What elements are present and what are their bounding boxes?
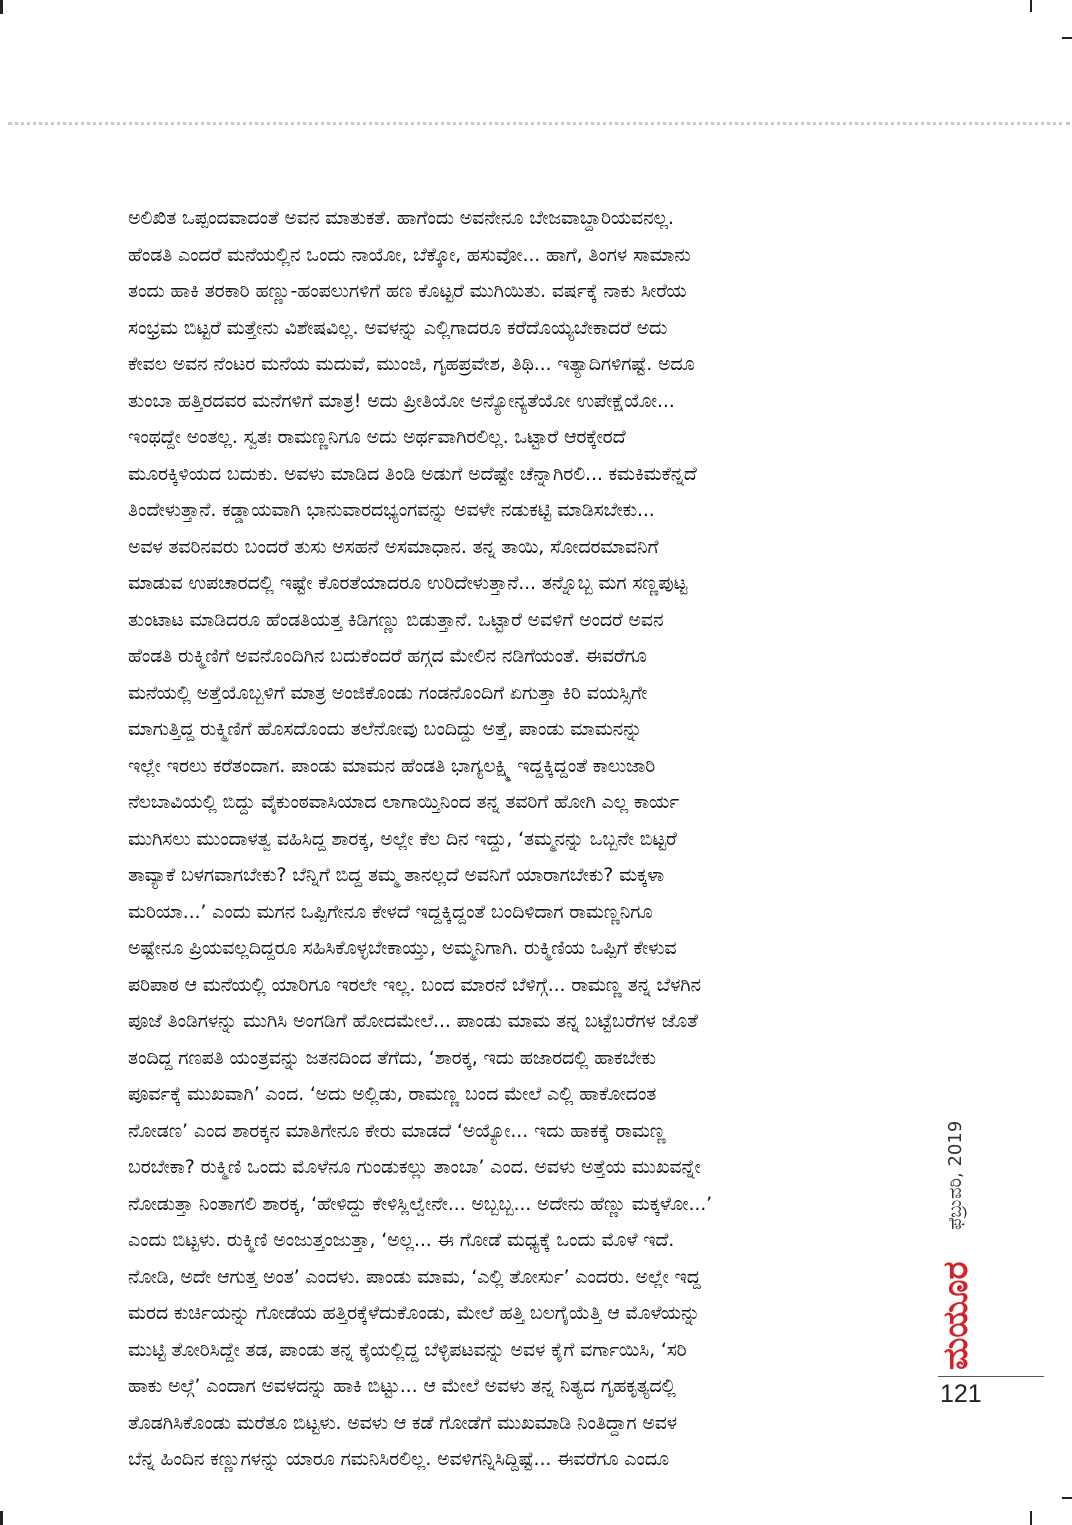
article-line: ಹೆಂಡತಿ ಎಂದರೆ ಮನೆಯಲ್ಲಿನ ಒಂದು ನಾಯೋ, ಬೆಕ್ಕೋ, ಹಸುವೋ... ಹಾಗೆ, ತಿಂಗಳ ಸಾಮಾನು	[128, 243, 691, 266]
article-line: ನೋಡಿ, ಅದೇ ಆಗುತ್ತ ಅಂತ’ ಎಂದಳು. ಪಾಂಡು ಮಾಮ, ‘ಎಲ್ಲಿ ತೋರ್ಸು’ ಎಂದರು. ಅಲ್ಲೇ ಇದ್ದ	[128, 1265, 701, 1288]
article-line: ಅಷ್ಟೇನೂ ಪ್ರಿಯವಲ್ಲದಿದ್ದರೂ ಸಹಿಸಿಕೊಳ್ಳಬೇಕಾಯ್ತು, ಅಮ್ಮನಿಗಾಗಿ. ರುಕ್ಮಿಣಿಯ ಒಪ್ಪಿಗೆ ಕೇಳುವ	[128, 937, 677, 959]
crop-mark-bottom-left	[0, 1511, 3, 1525]
header-dotted-rule	[8, 122, 1070, 125]
page-number-rule	[938, 1376, 1044, 1377]
article-line: ಎಂದು ಬಿಟ್ಟಳು. ರುಕ್ಮಿಣಿ ಅಂಜುತ್ತಂಜುತ್ತಾ, ‘ಅಲ್ಲ... ಈ ಗೋಡೆ ಮಧ್ಯಕ್ಕೆ ಒಂದು ಮೊಳೆ ಇದೆ.	[128, 1229, 675, 1251]
article-line: ಪರಿಪಾಠ ಆ ಮನೆಯಲ್ಲಿ ಯಾರಿಗೂ ಇರಲೇ ಇಲ್ಲ. ಬಂದ ಮಾರನೆ ಬೆಳಿಗ್ಗೆ... ರಾಮಣ್ಣ ತನ್ನ ಬೆಳಗಿನ	[128, 973, 701, 996]
issue-date: ಫೆಬ್ರುವರಿ, 2019	[945, 1120, 966, 1230]
article-line: ತಾವ್ಯಾಕೆ ಬಳಗವಾಗಬೇಕು? ಬೆನ್ನಿಗೆ ಬಿದ್ದ ತಮ್ಮ ತಾನಲ್ಲದೆ ಅವನಿಗೆ ಯಾರಾಗಬೇಕು? ಮಕ್ಕಳಾ	[128, 864, 665, 886]
article-line: ಹಾಕು ಅಲ್ಗೆ’ ಎಂದಾಗ ಅವಳದನ್ನು ಹಾಕಿ ಬಿಟ್ಟು... ಆ ಮೇಲೆ ಅವಳು ತನ್ನ ನಿತ್ಯದ ಗೃಹಕೃತ್ಯದಲ್ಲಿ	[128, 1375, 676, 1397]
article-line: ಮರಿಯಾ...’ ಎಂದು ಮಗನ ಒಪ್ಪಿಗೇನೂ ಕೇಳದೆ ಇದ್ದಕ್ಕಿದ್ದಂತೆ ಬಂದಿಳಿದಾಗ ರಾಮಣ್ಣನಿಗೂ	[128, 900, 653, 923]
article-line: ಕೇವಲ ಅವನ ನೆಂಟರ ಮನೆಯ ಮದುವೆ, ಮುಂಜಿ, ಗೃಹಪ್ರವೇಶ, ತಿಥಿ... ಇತ್ಯಾದಿಗಳಿಗಷ್ಟೆ. ಅದೂ	[128, 353, 695, 375]
article-line: ಮೂರಕ್ಕಿಳಿಯದ ಬದುಕು. ಅವಳು ಮಾಡಿದ ತಿಂಡಿ ಅಡುಗೆ ಅದೆಷ್ಟೇ ಚೆನ್ನಾಗಿರಲಿ... ಕಮಕಿಮಕೆನ್ನದೆ	[128, 462, 697, 485]
article-line: ಬರಬೇಕಾ? ರುಕ್ಮಿಣಿ ಒಂದು ಮೊಳೆನೂ ಗುಂಡುಕಲ್ಲು ತಾಂಬಾ’ ಎಂದ. ಅವಳು ಅತ್ತೆಯ ಮುಖವನ್ನೇ	[128, 1156, 701, 1178]
footer-side-strip	[936, 1080, 976, 1370]
article-line: ಮರದ ಕುರ್ಚಿಯನ್ನು ಗೋಡೆಯ ಹತ್ತಿರಕ್ಕೆಳೆದುಕೊಂಡು, ಮೇಲೆ ಹತ್ತಿ ಬಲಗೈಯೆತ್ತಿ ಆ ಮೊಳೆಯನ್ನು	[128, 1302, 700, 1324]
article-line: ತಂದಿದ್ದ ಗಣಪತಿ ಯಂತ್ರವನ್ನು ಜತನದಿಂದ ತೆಗೆದು, ‘ಶಾರಕ್ಕ, ಇದು ಹಜಾರದಲ್ಲಿ ಹಾಕಬೇಕು	[128, 1046, 656, 1069]
article-line: ಮಾಡುವ ಉಪಚಾರದಲ್ಲಿ ಇಷ್ಟೇ ಕೊರತೆಯಾದರೂ ಉರಿದೇಳುತ್ತಾನೆ... ತನ್ನೊಬ್ಬ ಮಗ ಸಣ್ಣಪುಟ್ಟ	[128, 572, 688, 594]
article-line: ಬೆನ್ನ ಹಿಂದಿನ ಕಣ್ಣುಗಳನ್ನು ಯಾರೂ ಗಮನಿಸಿರಲಿಲ್ಲ. ಅವಳಿಗನ್ನಿಸಿದ್ದಿಷ್ಟೆ... ಈವರೆಗೂ ಎಂದೂ	[128, 1448, 670, 1470]
article-line: ಇಂಥದ್ದೇ ಅಂತಲ್ಲ. ಸ್ವತಃ ರಾಮಣ್ಣನಿಗೂ ಅದು ಅರ್ಥವಾಗಿರಲಿಲ್ಲ. ಒಟ್ಟಾರೆ ಆರಕ್ಕೇರದೆ	[128, 426, 626, 448]
crop-mark-top-left	[0, 0, 3, 14]
article-line: ಅವಳ ತವರಿನವರು ಬಂದರೆ ತುಸು ಅಸಹನೆ ಅಸಮಾಧಾನ. ತನ್ನ ತಾಯಿ, ಸೋದರಮಾವನಿಗೆ	[128, 535, 659, 558]
crop-mark-right-bottom	[1062, 1497, 1072, 1499]
article-line: ಅಲಿಖಿತ ಒಪ್ಪಂದವಾದಂತೆ ಅವನ ಮಾತುಕತೆ. ಹಾಗೆಂದು ಅವನೇನೂ ಬೇಜವಾಬ್ದಾರಿಯವನಲ್ಲ.	[128, 207, 674, 229]
article-line: ಹೆಂಡತಿ ರುಕ್ಮಿಣಿಗೆ ಅವನೊಂದಿಗಿನ ಬದುಕೆಂದರೆ ಹಗ್ಗದ ಮೇಲಿನ ನಡಿಗೆಯಂತೆ. ಈವರೆಗೂ	[128, 645, 647, 667]
article-line: ತುಂಬಾ ಹತ್ತಿರದವರ ಮನೆಗಳಿಗೆ ಮಾತ್ರ! ಅದು ಪ್ರೀತಿಯೋ ಅನ್ಯೋನ್ಯತೆಯೋ ಉಪೇಕ್ಷೆಯೋ...	[128, 389, 675, 412]
article-line: ಪೂರ್ವಕ್ಕೆ ಮುಖವಾಗಿ’ ಎಂದ. ‘ಅದು ಅಲ್ಲಿಡು, ರಾಮಣ್ಣ ಬಂದ ಮೇಲೆ ಎಲ್ಲಿ ಹಾಕೋದಂತ	[128, 1083, 657, 1105]
article-line: ತಿಂದೇಳುತ್ತಾನೆ. ಕಡ್ಡಾಯವಾಗಿ ಭಾನುವಾರದಭ್ಯಂಗವನ್ನು ಅವಳೇ ನಡುಕಟ್ಟಿ ಮಾಡಿಸಬೇಕು...	[128, 499, 655, 521]
article-line: ಪೂಜೆ ತಿಂಡಿಗಳನ್ನು ಮುಗಿಸಿ ಅಂಗಡಿಗೆ ಹೋದಮೇಲೆ... ಪಾಂಡು ಮಾಮ ತನ್ನ ಬಟ್ಟೆಬರೆಗಳ ಜೊತೆ	[128, 1010, 698, 1032]
magazine-logo: ಮಯೂರ	[936, 1261, 976, 1370]
crop-mark-right-top	[1062, 37, 1072, 39]
article-line: ತಂದು ಹಾಕಿ ತರಕಾರಿ ಹಣ್ಣು-ಹಂಪಲುಗಳಿಗೆ ಹಣ ಕೊಟ್ಟರೆ ಮುಗಿಯಿತು. ವರ್ಷಕ್ಕೆ ನಾಕು ಸೀರೆಯ	[128, 280, 687, 302]
crop-mark-bottom-right	[1030, 1511, 1032, 1525]
article-line: ನೋಡಣ’ ಎಂದ ಶಾರಕ್ಕನ ಮಾತಿಗೇನೂ ಕೇರು ಮಾಡದೆ ‘ಅಯ್ಯೋ... ಇದು ಹಾಕಕ್ಕೆ ರಾಮಣ್ಣ	[128, 1119, 666, 1142]
article-line: ಮಾಗುತ್ತಿದ್ದ ರುಕ್ಮಿಣಿಗೆ ಹೊಸದೊಂದು ತಲೆನೋವು ಬಂದಿದ್ದು ಅತ್ತೆ, ಪಾಂಡು ಮಾಮನನ್ನು	[128, 718, 643, 740]
article-line: ನೆಲಬಾವಿಯಲ್ಲಿ ಬಿದ್ದು ವೈಕುಂಠವಾಸಿಯಾದ ಲಾಗಾಯ್ತಿನಿಂದ ತನ್ನ ತವರಿಗೆ ಹೋಗಿ ಎಲ್ಲ ಕಾರ್ಯ	[128, 791, 680, 813]
article-line: ತುಂಟಾಟ ಮಾಡಿದರೂ ಹೆಂಡತಿಯತ್ತ ಕಿಡಿಗಣ್ಣು ಬಿಡುತ್ತಾನೆ. ಒಟ್ಟಾರೆ ಅವಳಿಗೆ ಅಂದರೆ ಅವನ	[128, 608, 664, 631]
article-line: ಮುಟ್ಟಿ ತೋರಿಸಿದ್ದೇ ತಡ, ಪಾಂಡು ತನ್ನ ಕೈಯಲ್ಲಿದ್ದ ಬೆಳ್ಳಿಪಟವನ್ನು ಅವಳ ಕೈಗೆ ವರ್ಗಾಯಿಸಿ, ‘ಸರಿ	[128, 1338, 687, 1361]
article-body	[128, 200, 918, 1470]
crop-mark-top-right	[1030, 0, 1032, 12]
article-line: ಇಲ್ಲೇ ಇರಲು ಕರೆತಂದಾಗ. ಪಾಂಡು ಮಾಮನ ಹೆಂಡತಿ ಭಾಗ್ಯಲಕ್ಷ್ಮಿ ಇದ್ದಕ್ಕಿದ್ದಂತೆ ಕಾಲುಜಾರಿ	[128, 754, 656, 777]
article-line: ಸಂಭ್ರಮ ಬಿಟ್ಟರೆ ಮತ್ತೇನು ವಿಶೇಷವಿಲ್ಲ. ಅವಳನ್ನು ಎಲ್ಲಿಗಾದರೂ ಕರೆದೊಯ್ಯಬೇಕಾದರೆ ಅದು	[128, 316, 668, 339]
article-line: ಮನೆಯಲ್ಲಿ ಅತ್ತೆಯೊಬ್ಬಳಿಗೆ ಮಾತ್ರ ಅಂಜಿಕೊಂಡು ಗಂಡನೊಂದಿಗೆ ಏಗುತ್ತಾ ಕಿರಿ ವಯಸ್ಸಿಗೇ	[128, 681, 648, 704]
article-line: ತೊಡಗಿಸಿಕೊಂಡು ಮರೆತೂ ಬಿಟ್ಟಳು. ಅವಳು ಆ ಕಡೆ ಗೋಡೆಗೆ ಮುಖಮಾಡಿ ನಿಂತಿದ್ದಾಗ ಅವಳ	[128, 1411, 677, 1434]
article-line: ನೋಡುತ್ತಾ ನಿಂತಾಗಲಿ ಶಾರಕ್ಕ, ‘ಹೇಳಿದ್ದು ಕೇಳಿಸ್ಲಿಲ್ವೇನೇ... ಅಬ್ಬಬ್ಬ... ಅದೇನು ಹೆಣ್ಣು ಮಕ್ಕಳೋ...’	[128, 1192, 713, 1215]
page-number: 121	[940, 1380, 982, 1408]
article-line: ಮುಗಿಸಲು ಮುಂದಾಳತ್ವ ವಹಿಸಿದ್ದ ಶಾರಕ್ಕ, ಅಲ್ಲೇ ಕೆಲ ದಿನ ಇದ್ದು, ‘ತಮ್ಮನನ್ನು ಒಬ್ಬನೇ ಬಿಟ್ಟರೆ	[128, 827, 677, 850]
